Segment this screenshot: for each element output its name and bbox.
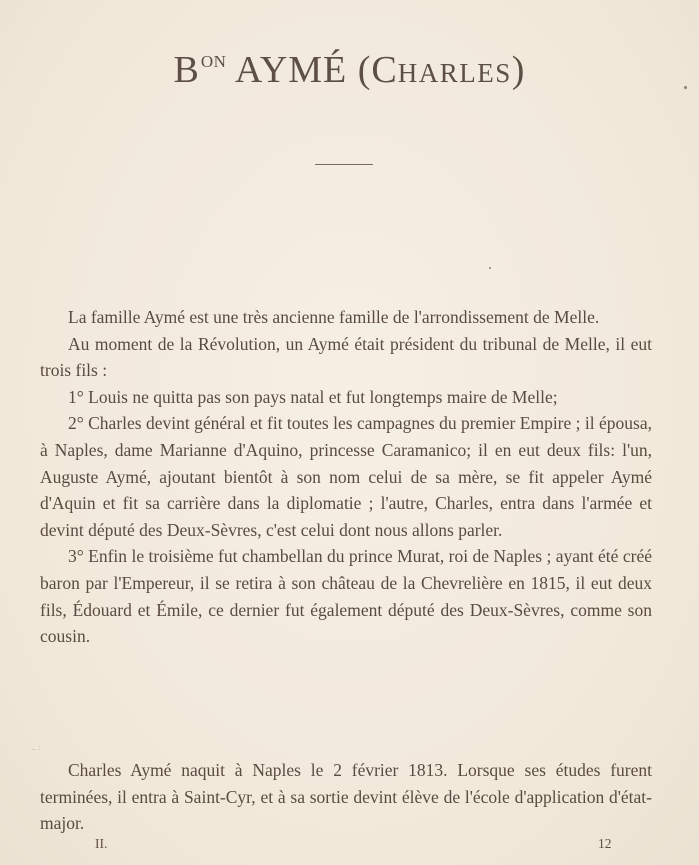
page-number: 12 bbox=[598, 836, 612, 851]
title-first-rest: HARLES bbox=[397, 58, 512, 88]
margin-mark: .. : bbox=[32, 743, 41, 752]
signature-mark: II. bbox=[95, 836, 108, 851]
title-prefix-superscript: ON bbox=[200, 52, 227, 71]
body-text bbox=[40, 304, 652, 650]
paragraph: 3° Enfin le troisième fut chambellan du prince Murat, roi de Naples ; ayant été créé baron par l'Empereur, il se retira à son château de la Chevrelière en 1815, il eut deux fils, Édouard et Émile, ce dernier fut également député des Deux-Sèvres, comme son cousin. bbox=[40, 546, 652, 647]
paragraph: La famille Aymé est une très ancienne famille de l'arrondissement de Melle. bbox=[68, 307, 600, 327]
title-first-initial: C bbox=[371, 49, 398, 91]
title-prefix: B bbox=[173, 49, 200, 91]
title-rule bbox=[315, 164, 373, 165]
title-paren-open: ( bbox=[357, 49, 372, 91]
paper-speck bbox=[489, 267, 491, 269]
paragraph: Charles Aymé naquit à Naples le 2 février 1813. Lorsque ses études furent terminées, il entra à Saint-Cyr, et à sa sortie devint élève de l'école d'application d'état-major. bbox=[40, 760, 652, 834]
title-paren-close: ) bbox=[511, 49, 526, 91]
paragraph: Au moment de la Révolution, un Aymé était président du tribunal de Melle, il eut trois fils : bbox=[40, 333, 652, 381]
paragraph: 2° Charles devint général et fit toutes les campagnes du premier Empire ; il épousa, à Naples, dame Marianne d'Aquino, princesse Caramanico; il en eut deux fils: l'un, Auguste Aymé, ajoutant bientôt à son nom celui de sa mère, se fit appeler Aymé d'Aquin et fit sa carrière dans la diplomatie ; l'autre, Charles, entra dans l'armée et devint député des Deux-Sèvres, c'est celui dont nous allons parler. bbox=[40, 413, 652, 540]
page-title bbox=[0, 48, 699, 92]
paper-speck bbox=[684, 86, 687, 89]
paragraph: 1° Louis ne quitta pas son pays natal et fut longtemps maire de Melle; bbox=[68, 386, 558, 407]
title-name: AYMÉ bbox=[234, 49, 348, 91]
body-text-final bbox=[40, 757, 652, 837]
